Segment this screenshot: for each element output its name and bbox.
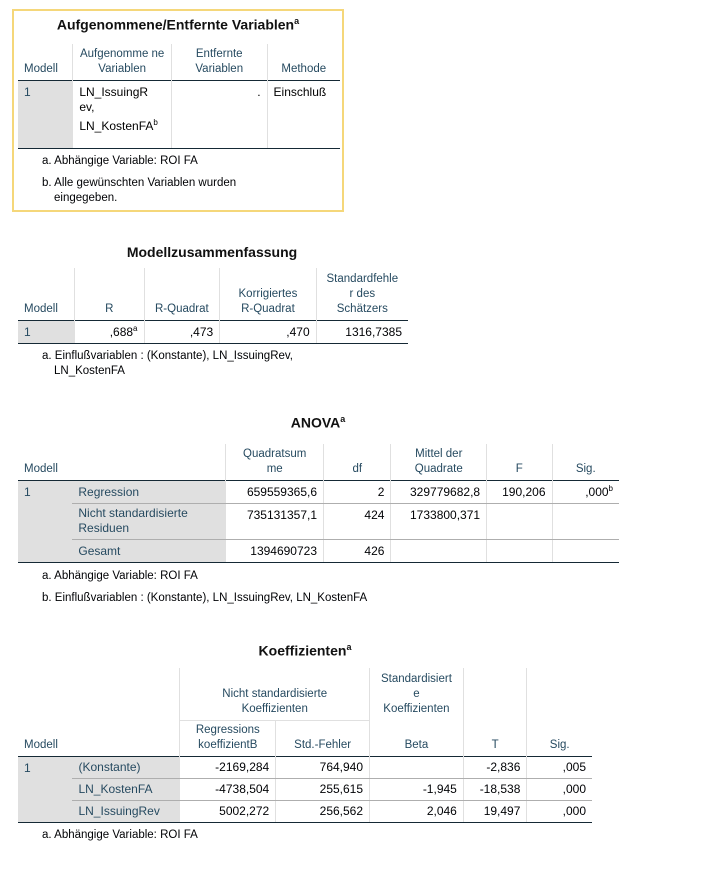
col-methode: Methode xyxy=(267,44,340,80)
t4-footnote-a: a. Abhängige Variable: ROI FA xyxy=(42,829,198,841)
cell-entfernt: . xyxy=(171,80,267,148)
col-r-quadrat: R-Quadrat xyxy=(144,268,220,320)
col-entfernt: Entfernte Variablen xyxy=(171,44,267,80)
anova-table xyxy=(18,444,619,563)
group-nicht-standardisiert: Nicht standardisierte Koeffizienten xyxy=(180,668,370,720)
col-beta: Beta xyxy=(370,720,464,756)
cell-standardfehler: 1316,7385 xyxy=(316,320,408,343)
col-quadratsumme: Quadratsum me xyxy=(226,444,324,480)
table-row: Gesamt 1394690723 426 xyxy=(18,539,619,562)
t4-title: Koeffizienten$^a$ xyxy=(258,642,352,659)
col-standardfehler: Standardfehle r des Schätzers xyxy=(316,268,408,320)
t3-title: ANOVA$^a$ xyxy=(290,414,346,431)
col-std-fehler: Std.-Fehler xyxy=(276,720,370,756)
col-modell: Modell xyxy=(24,462,58,475)
t1-footnote-a: a. Abhängige Variable: ROI FA xyxy=(42,155,198,167)
col-modell: Modell xyxy=(24,738,58,751)
variables-table xyxy=(18,44,340,149)
row-label: LN_IssuingRev xyxy=(72,800,179,822)
model-summary-table xyxy=(18,268,408,344)
table-row: LN_IssuingRev 5002,272 256,562 2,046 19,497 ,000 xyxy=(18,800,592,822)
table-row: LN_KostenFA -4738,504 255,615 -1,945 -18,538 ,000 xyxy=(18,778,592,800)
col-modell: Modell xyxy=(24,302,58,315)
table-row: Nicht standardisierte Residuen 735131357,1 424 1733800,371 xyxy=(18,503,619,539)
row-label: (Konstante) xyxy=(72,756,179,778)
group-standardisiert: Standardisiert e Koeffizienten xyxy=(370,668,464,720)
row-label: Regression xyxy=(72,480,226,503)
table-row: 1 (Konstante) -2169,284 764,940 -2,836 ,005 xyxy=(18,756,592,778)
t3-footnote-b: b. Einflußvariablen : (Konstante), LN_IssuingRev, LN_KostenFA xyxy=(42,592,368,604)
cell-aufgenommen: LN_IssuingR ev, LN_KostenFA$^b$ xyxy=(73,80,172,148)
col-f: F xyxy=(487,444,552,480)
col-korr-r-quadrat: Korrigiertes R-Quadrat xyxy=(220,268,316,320)
row-modell-1: 1 xyxy=(18,756,72,822)
coefficients-table xyxy=(18,668,592,823)
cell-korr-r-quadrat: ,470 xyxy=(220,320,316,343)
row-modell-1: 1 xyxy=(18,80,73,148)
table-row: 1 Regression 659559365,6 2 329779682,8 190,206 ,000$^b$ xyxy=(18,480,619,503)
cell-methode: Einschluß xyxy=(267,80,340,148)
t2-title: Modellzusammenfassung xyxy=(126,244,298,260)
cell-r-quadrat: ,473 xyxy=(144,320,220,343)
col-mittel-quadrate: Mittel der Quadrate xyxy=(391,444,487,480)
t1-title: Aufgenommene/Entfernte Variablen$^a$ xyxy=(56,16,300,33)
t1-footnote-b: b. Alle gewünschten Variablen wurden eingegeben. xyxy=(42,177,237,204)
row-label: LN_KostenFA xyxy=(72,778,179,800)
col-row-label xyxy=(72,444,226,480)
row-modell-1: 1 xyxy=(18,480,72,562)
col-r: R xyxy=(75,268,144,320)
cell-r: ,688$^a$ xyxy=(75,320,144,343)
t2-footnote-a: a. Einflußvariablen : (Konstante), LN_IssuingRev, LN_KostenFA xyxy=(42,350,293,377)
row-modell-1: 1 xyxy=(18,320,75,343)
t3-footnote-a: a. Abhängige Variable: ROI FA xyxy=(42,570,198,582)
row-label: Nicht standardisierte Residuen xyxy=(72,503,226,539)
row-label: Gesamt xyxy=(72,539,226,562)
col-aufgenommen: Aufgenomme ne Variablen xyxy=(73,44,172,80)
col-regressionskoeffizient: Regressions koeffizientB xyxy=(180,720,276,756)
col-sig: Sig. xyxy=(527,720,592,756)
col-t: T xyxy=(463,720,527,756)
col-sig: Sig. xyxy=(552,444,619,480)
col-modell: Modell xyxy=(24,62,58,75)
col-df: df xyxy=(324,444,391,480)
